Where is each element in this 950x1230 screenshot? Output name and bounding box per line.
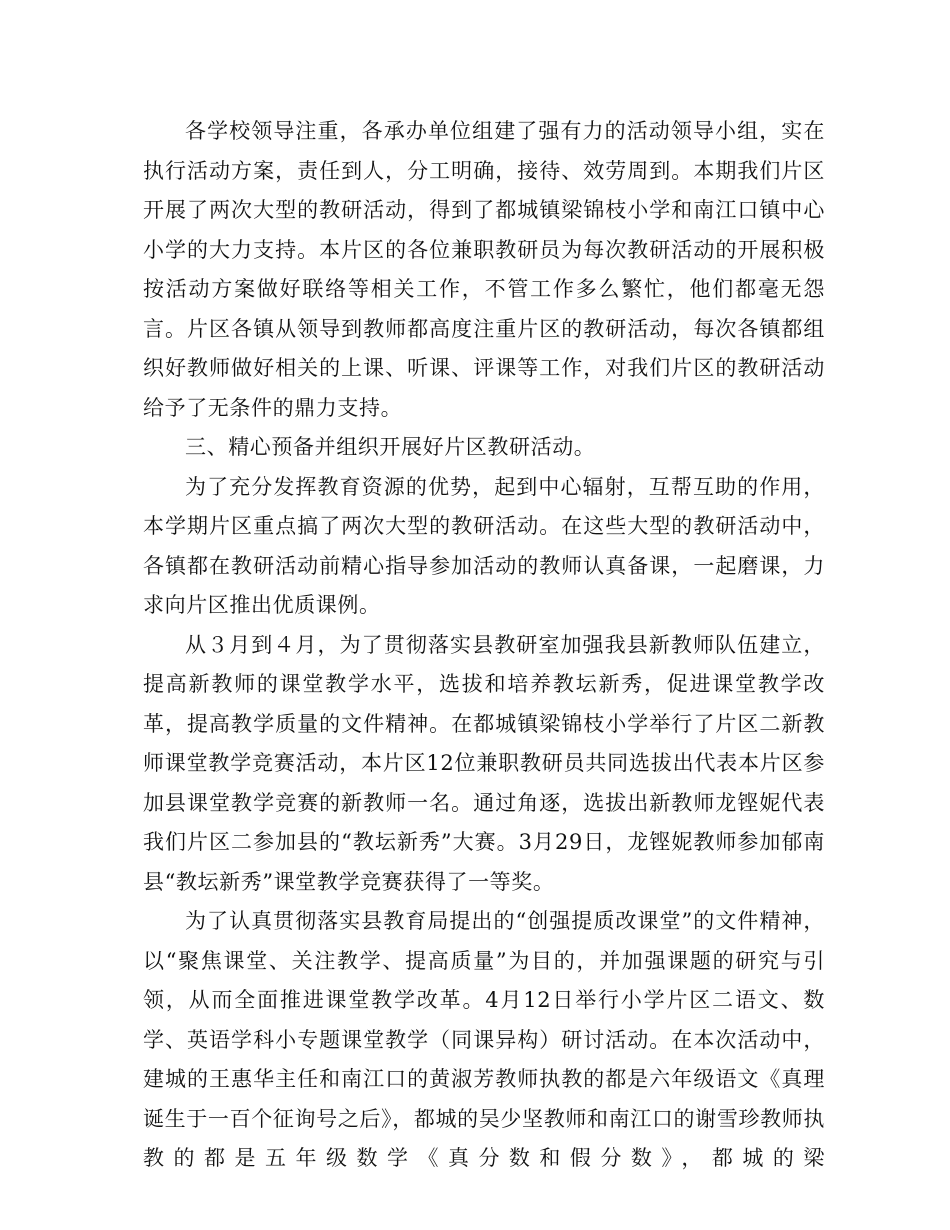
paragraph-leadership-support: 各学校领导注重，各承办单位组建了强有力的活动领导小组，实在执行活动方案，责任到人，分工明确，接待、效劳周到。本期我们片区开展了两次大型的教研活动，得到了都城镇梁锦枝小学和南江口镇中心小学的大力支持。本片区的各位兼职教研员为每次教研活动的开展积极按活动方案做好联络等相关工作，不管工作多么繁忙，他们都毫无怨言。片区各镇从领导到教师都高度注重片区的教研活动，每次各镇都组织好教师做好相关的上课、听课、评课等工作，对我们片区的教研活动给予了无条件的鼎力支持。: [143, 119, 825, 420]
document-body: [143, 112, 825, 1179]
section-heading-three: 三、精心预备并组织开展好片区教研活动。: [185, 435, 596, 459]
paragraph-new-teacher-contest: 从３月到４月，为了贯彻落实县教研室加强我县新教师队伍建立，提高新教师的课堂教学水平，选拔和培养教坛新秀，促进课堂教学改革，提高教学质量的文件精神。在都城镇梁锦枝小学举行了片区二新教师课堂教学竞赛活动，本片区12位兼职教研员共同选拔出代表本片区参加县课堂教学竞赛的新教师一名。通过角逐，选拔出新教师龙铿妮代表我们片区二参加县的“教坛新秀”大赛。3月29日，龙铿妮教师参加郁南县“教坛新秀”课堂教学竞赛获得了一等奖。: [143, 632, 825, 894]
paragraph-resource-advantage: 为了充分发挥教育资源的优势，起到中心辐射，互帮互助的作用，本学期片区重点搞了两次大型的教研活动。在这些大型的教研活动中，各镇都在教研活动前精心指导参加活动的教师认真备课，一起磨课，力求向片区推出优质课例。: [143, 474, 825, 617]
paragraph-classroom-reform: 为了认真贯彻落实县教育局提出的“创强提质改课堂”的文件精神，以“聚焦课堂、关注教学、提高质量”为目的，并加强课题的研究与引领，从而全面推进课堂教学改革。4月12日举行小学片区二语文、数学、英语学科小专题课堂教学（同课异构）研讨活动。在本次活动中，建城的王惠华主任和南江口的黄淑芳教师执教的都是六年级语文《真理诞生于一百个征询号之后》，都城的吴少坚教师和南江口的谢雪珍教师执教的都是五年级数学《真分数和假分数》，都城的梁: [143, 909, 826, 1170]
